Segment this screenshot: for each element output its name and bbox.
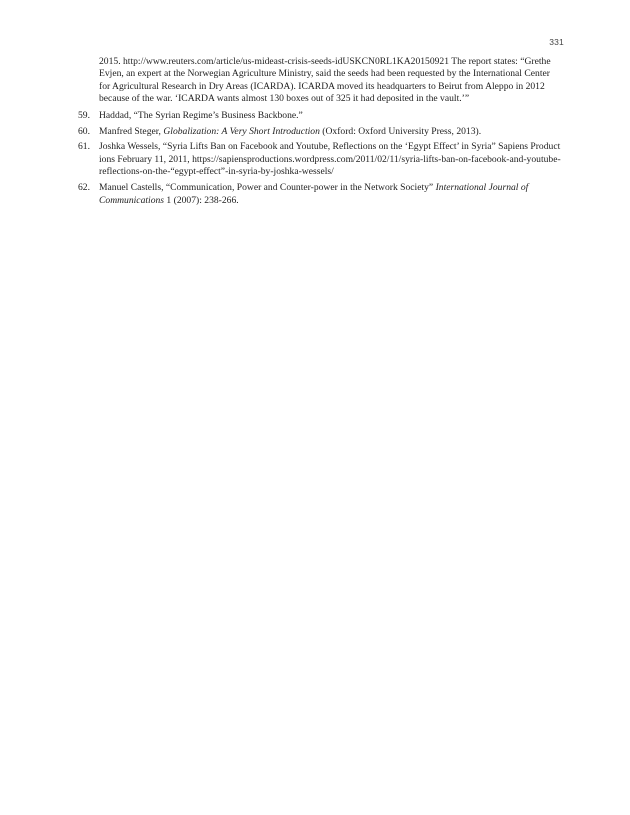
note-62 — [78, 182, 562, 207]
journal-title: International Journal of Communications — [99, 182, 529, 206]
note-61 — [78, 141, 562, 178]
note-text: Haddad, “The Syrian Regime’s Business Backbone.” — [99, 109, 303, 121]
endnotes-section — [78, 56, 562, 210]
note-58-continuation: 2015. http://www.reuters.com/article/us-mideast-crisis-seeds-idUSKCN0RL1KA20150921 The report states: “Grethe Evjen, an expert at the Norwegian Agriculture Ministry, said the seeds had been requested by the International Center for Agricultural Research in Dry Areas (ICARDA). ICARDA moved its headquarters to Beirut from Aleppo in 2012 because of the war. ‘ICARDA wants almost 130 boxes out of 325 it had deposited in the vault.’” — [99, 56, 551, 105]
note-text-after: (Oxford: Oxford University Press, 2013). — [319, 125, 482, 137]
note-59 — [78, 110, 562, 122]
note-text-after: 1 (2007): 238-266. — [164, 194, 239, 206]
note-60 — [78, 126, 562, 138]
page-number: 331 — [549, 37, 564, 47]
note-number: 62. — [78, 182, 90, 194]
note-number: 60. — [78, 125, 90, 137]
note-text-before: Manfred Steger, — [99, 125, 164, 137]
note-number: 59. — [78, 109, 90, 121]
note-text-before: Manuel Castells, “Communication, Power and Counter-power in the Network Society” — [99, 182, 436, 194]
note-text: Joshka Wessels, “Syria Lifts Ban on Facebook and Youtube, Reflections on the ‘Egypt Effect’ in Syria” Sapiens Productions February 11, 2011, https://sapiensproductions.wordpress.com/2011/02/11/syria-lifts-ban-on-facebook-and-youtube-reflections-on-the-“egypt-effect”-in-syria-by-joshka-wessels/ — [99, 141, 561, 178]
book-title: Globalization: A Very Short Introduction — [163, 125, 320, 137]
note-number: 61. — [78, 141, 90, 153]
